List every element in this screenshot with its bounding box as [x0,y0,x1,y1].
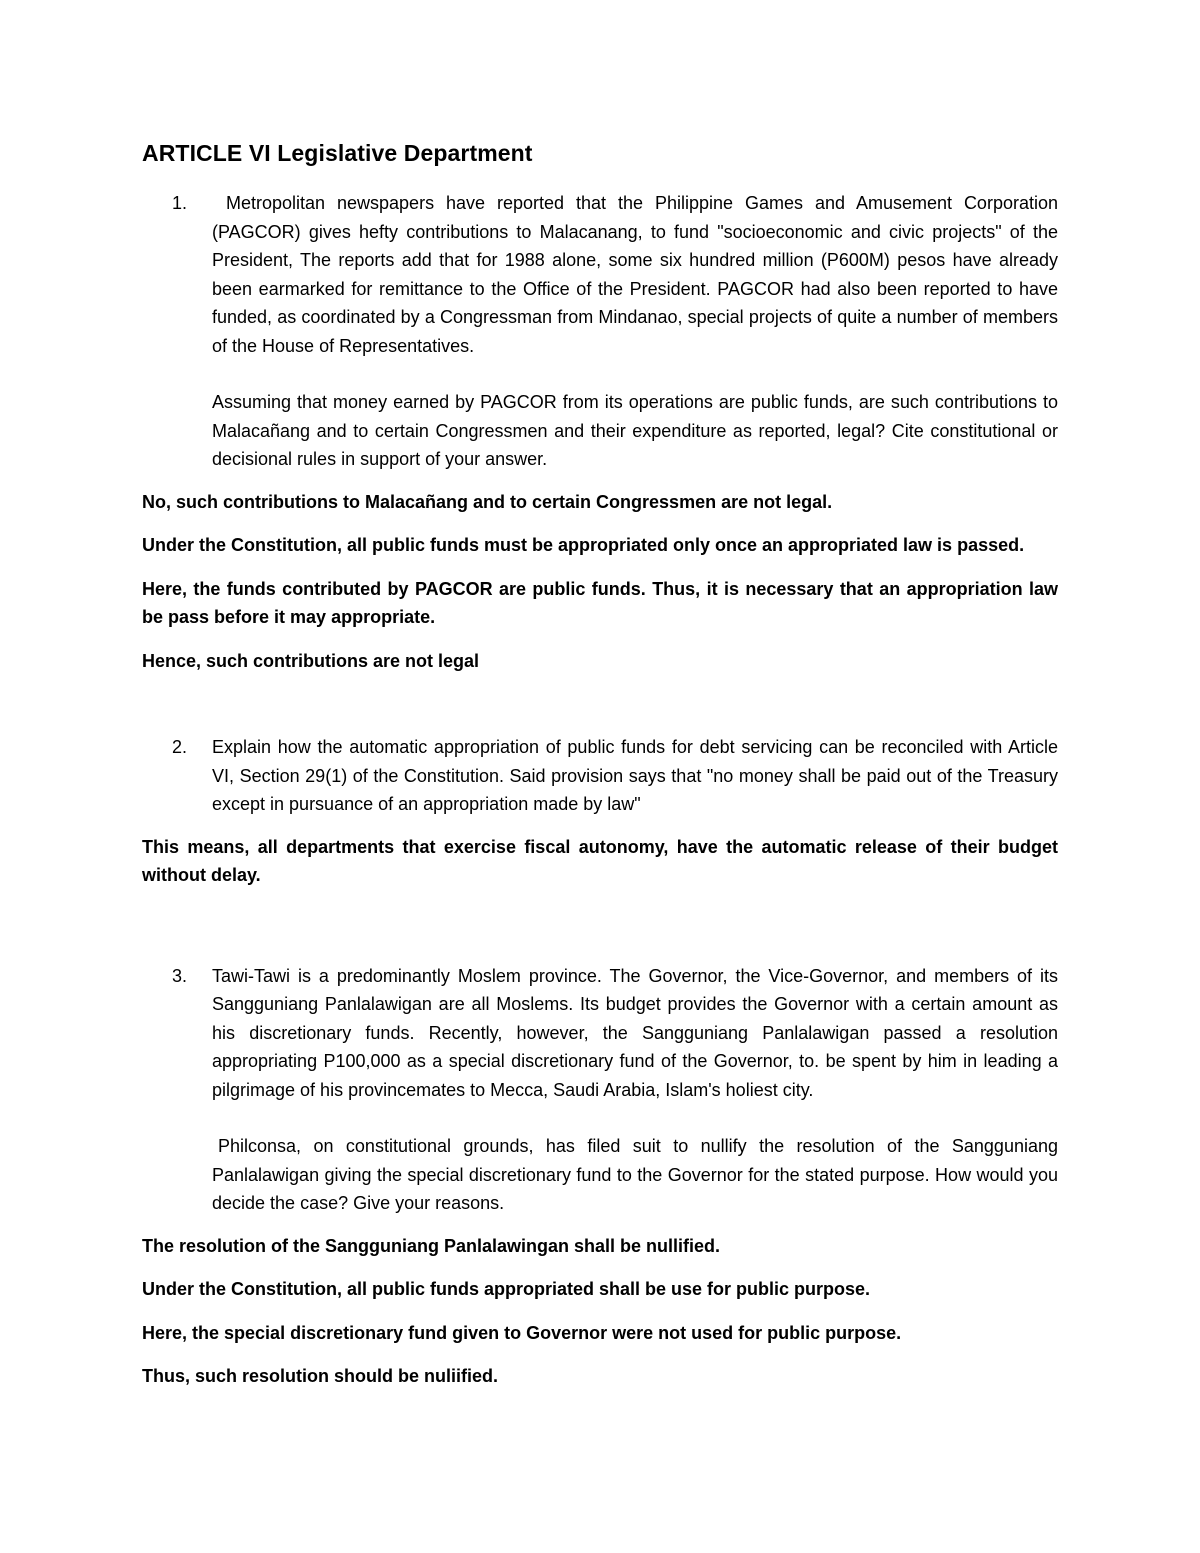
document-title: ARTICLE VI Legislative Department [142,140,533,166]
question-paragraph: Philconsa, on constitutional grounds, has filed suit to nullify the resolution of the Sangguniang Panlalawigan giving the special discretionary fund to the Governor for the stated purpose. How would you decide the case? Give your reasons. [212,1136,1058,1213]
answer-paragraph: Hence, such contributions are not legal [142,650,480,671]
question-2 [142,733,1058,819]
question-3 [142,962,1058,1218]
answer-paragraph: Under the Constitution, all public funds appropriated shall be use for public purpose. [142,1279,871,1299]
answer-paragraph: Here, the special discretionary fund given to Governor were not used for public purpose. [142,1322,902,1343]
document-page [142,140,1058,1391]
question-paragraph: Metropolitan newspapers have reported that the Philippine Games and Amusement Corporation (PAGCOR) gives hefty contributions to Malacanang, to fund "socioeconomic and civic projects" of the President, The reports add that for 1988 alone, some six hundred million (P600M) pesos have already been earmarked for remittance to the Office of the President. PAGCOR had also been reported to have funded, as coordinated by a Congressman from Mindanao, special projects of quite a number of members of the House of Representatives. [212,193,1058,356]
question-number: 1. [172,193,188,213]
question-number: 2. [172,737,188,757]
question-1 [142,189,1058,474]
answer-paragraph: No, such contributions to Malacañang and to certain Congressmen are not legal. [142,491,833,512]
question-paragraph: Explain how the automatic appropriation of public funds for debt servicing can be reconciled with Article VI, Section 29(1) of the Constitution. Said provision says that "no money shall be paid out of the Treasury except in pursuance of an appropriation made by law" [212,737,1058,814]
question-paragraph: Assuming that money earned by PAGCOR from its operations are public funds, are such contributions to Malacañang and to certain Congressmen and their expenditure as reported, legal? Cite constitutional or decisional rules in support of your answer. [212,392,1058,469]
question-paragraph: Tawi-Tawi is a predominantly Moslem province. The Governor, the Vice-Governor, and members of its Sangguniang Panlalawigan are all Moslems. Its budget provides the Governor with a certain amount as his discretionary funds. Recently, however, the Sangguniang Panlalawigan passed a resolution appropriating P100,000 as a special discretionary fund of the Governor, to. be spent by him in leading a pilgrimage of his provincemates to Mecca, Saudi Arabia, Islam's holiest city. [212,965,1058,1100]
answer-paragraph: This means, all departments that exercise fiscal autonomy, have the automatic release of their budget without delay. [142,836,1058,885]
answer-paragraph: The resolution of the Sangguniang Panlalawingan shall be nullified. [142,1235,721,1256]
answer-paragraph: Under the Constitution, all public funds must be appropriated only once an appropriated law is passed. [142,535,1025,555]
answer-paragraph: Thus, such resolution should be nuliified. [142,1366,499,1386]
question-number: 3. [172,965,188,986]
answer-paragraph: Here, the funds contributed by PAGCOR are public funds. Thus, it is necessary that an appropriation law be pass before it may appropriate. [142,578,1058,627]
